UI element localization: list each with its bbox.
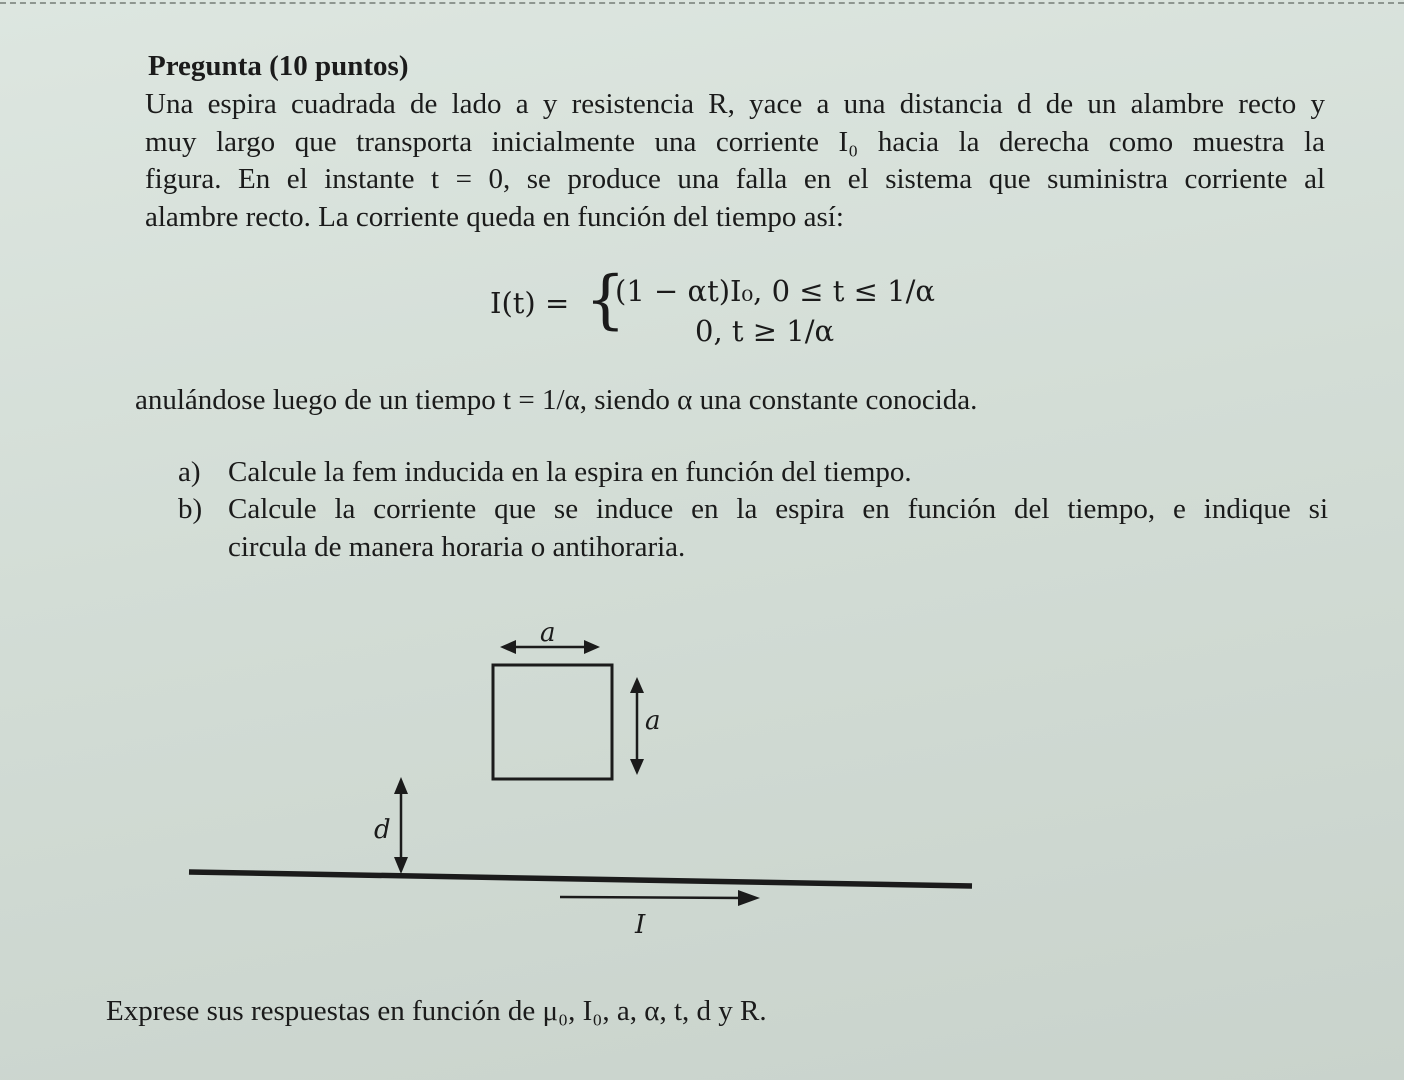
current-direction-line (560, 897, 745, 898)
square-loop (493, 665, 612, 779)
label-distance: d (374, 815, 391, 845)
side-a-right-arrow-down-icon (630, 759, 644, 775)
formula-case-1: (1 − αt)I₀, 0 ≤ t ≤ 1/α (615, 274, 935, 308)
label-current: I (635, 910, 646, 940)
problem-line-4: alambre recto. La corriente queda en función del tiempo así: (145, 200, 844, 233)
question-a-text: Calcule la fem inducida en la espira en función del tiempo. (228, 456, 912, 488)
question-a-label: a) (178, 456, 201, 488)
formula-brace: { (585, 263, 626, 337)
side-a-top-arrow-right-icon (584, 640, 600, 654)
distance-d-arrow-down-icon (394, 857, 408, 874)
formula-lhs: I(t) = (490, 286, 570, 320)
answer-instructions: Exprese sus respuestas en función de μ₀, I₀, a, α, t, d y R. (106, 995, 767, 1027)
side-a-top-arrow-left-icon (500, 640, 516, 654)
label-side-top: a (540, 618, 556, 648)
problem-line-3: figura. En el instante t = 0, se produce una falla en el sistema que suministra corriente al (145, 163, 1325, 195)
question-b-label: b) (178, 493, 203, 525)
question-heading: Pregunta (10 puntos) (148, 50, 409, 82)
question-b-line-2: circula de manera horaria o antihoraria. (228, 530, 686, 563)
formula-case-2: 0, t ≥ 1/α (695, 314, 835, 348)
after-formula-text: anulándose luego de un tiempo t = 1/α, siendo α una constante conocida. (135, 384, 978, 416)
straight-wire (189, 872, 972, 886)
label-side-right: a (645, 706, 661, 736)
current-arrow-right-icon (738, 890, 760, 906)
distance-d-arrow-up-icon (394, 777, 408, 794)
side-a-right-arrow-up-icon (630, 677, 644, 693)
problem-line-1: Una espira cuadrada de lado a y resistencia R, yace a una distancia d de un alambre recto y (145, 88, 1325, 120)
question-b-line-1: Calcule la corriente que se induce en la espira en función del tiempo, e indique si (228, 493, 1328, 525)
problem-line-2: muy largo que transporta inicialmente una corriente I₀ hacia la derecha como muestra la (145, 125, 1325, 158)
